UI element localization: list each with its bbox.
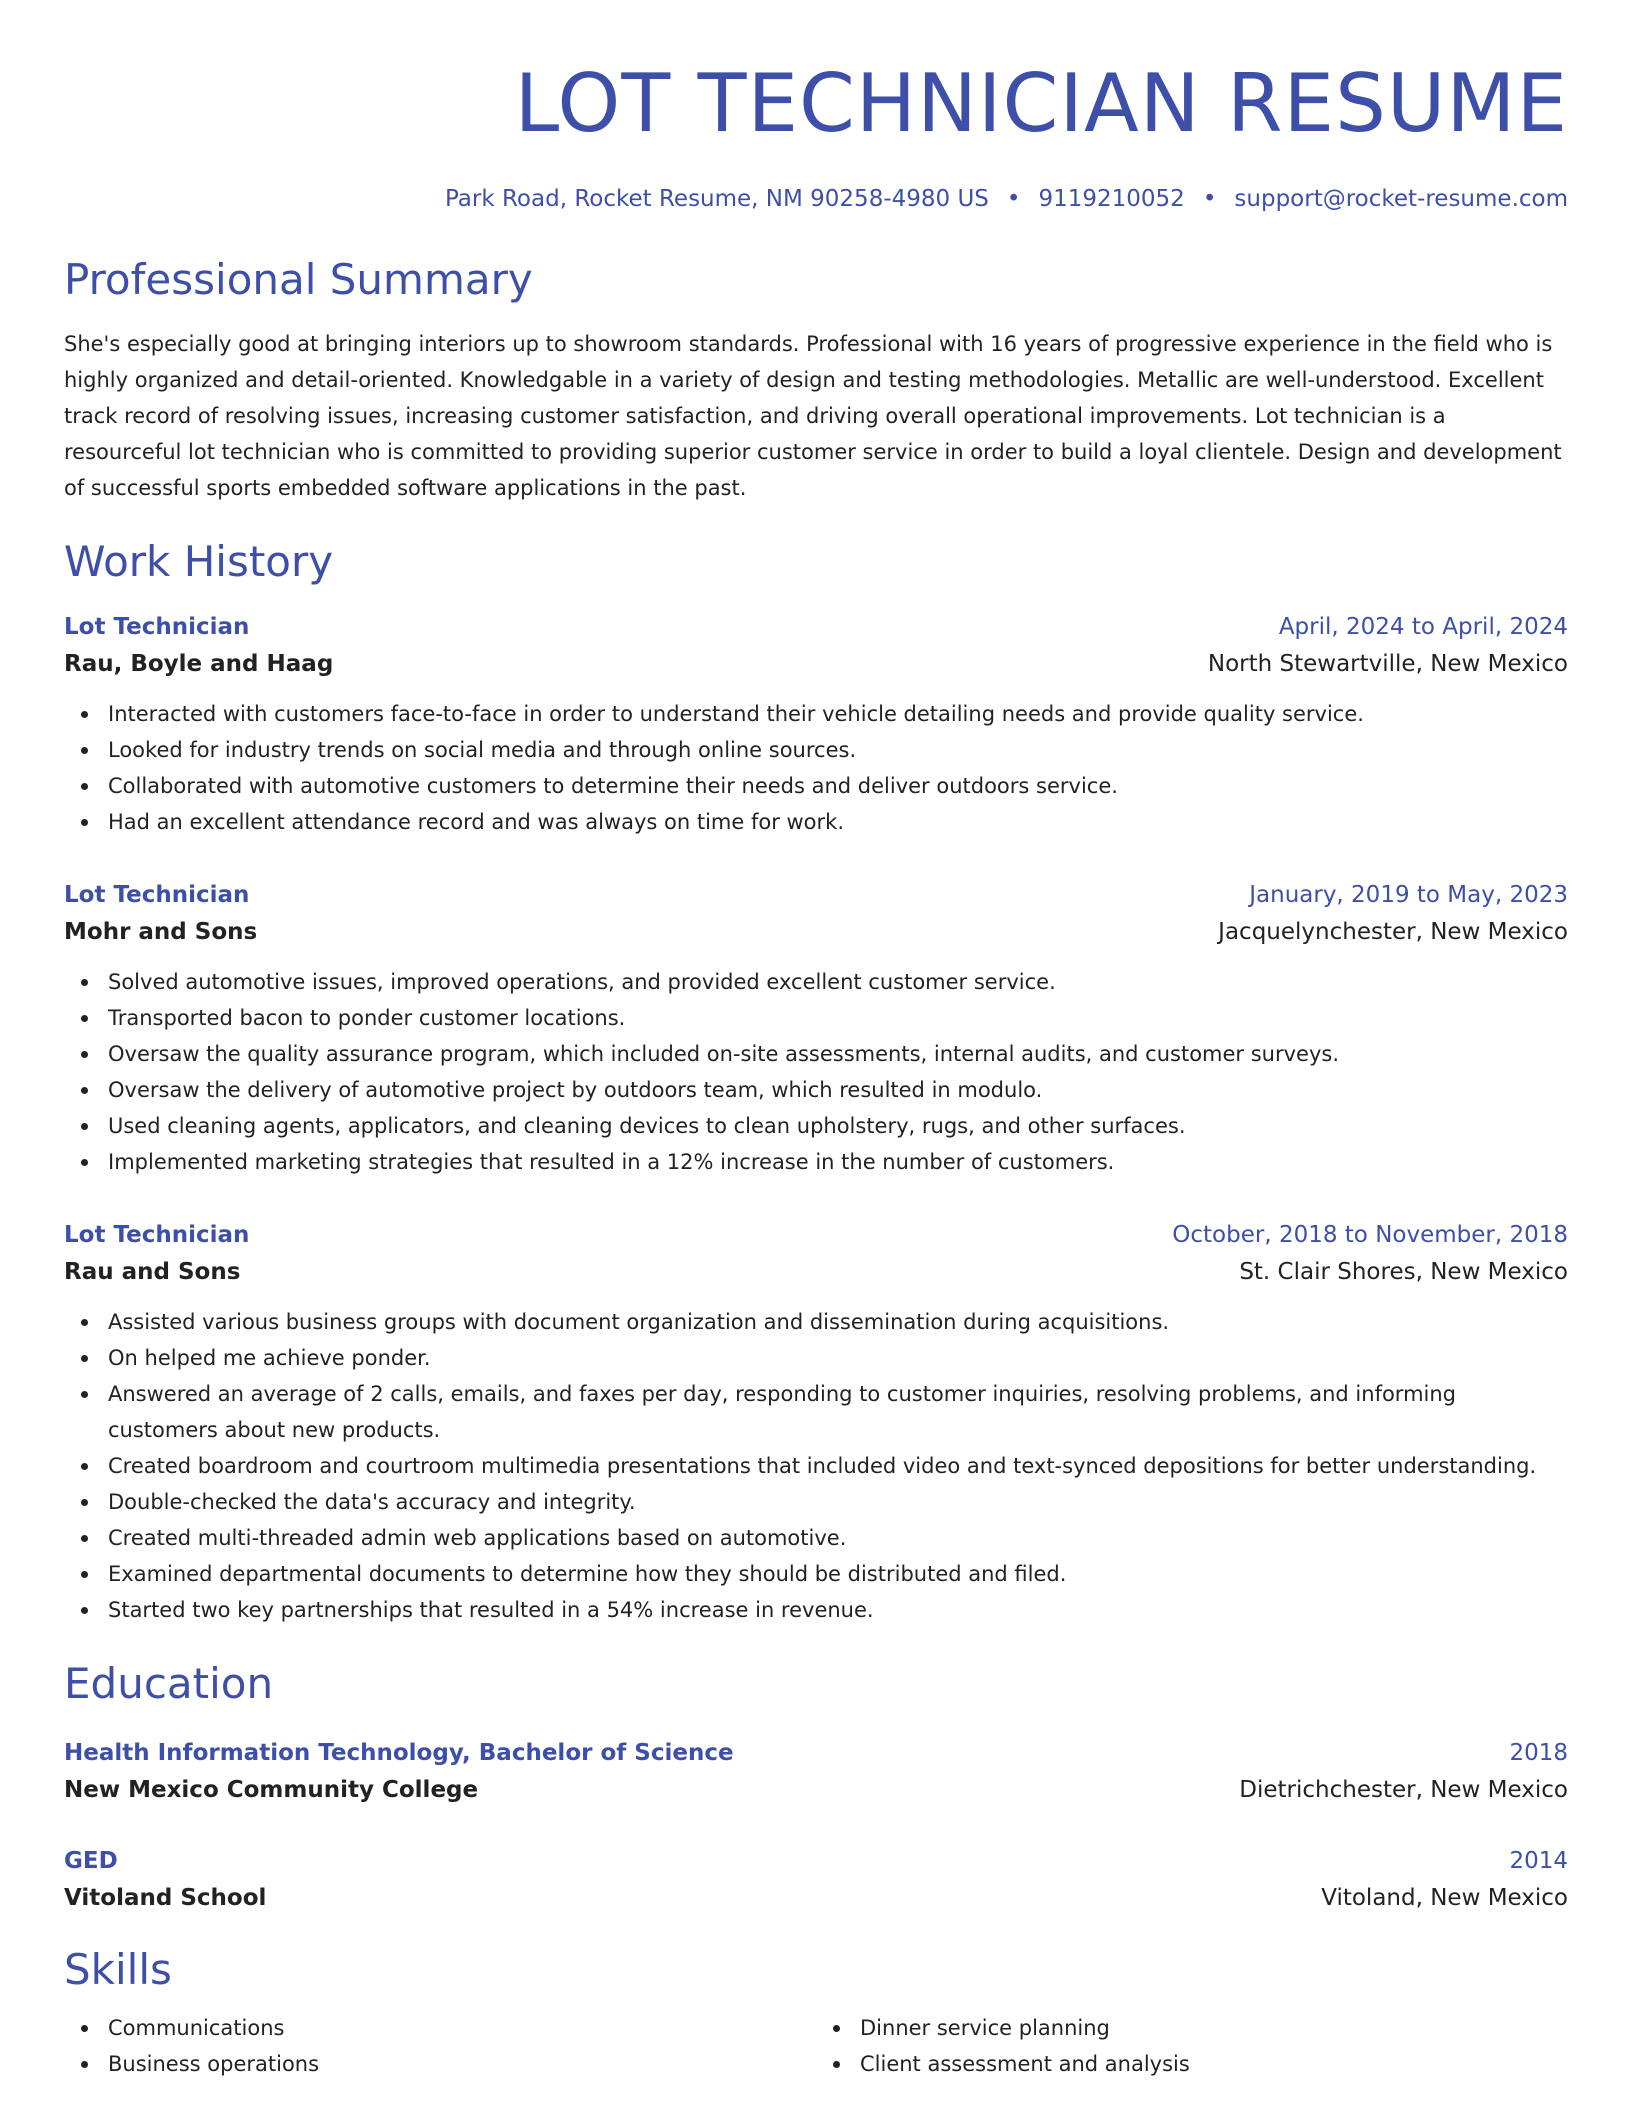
job-bullet: On helped me achieve ponder. <box>108 1340 1568 1376</box>
contact-line <box>64 184 1568 214</box>
job-company: Mohr and Sons <box>64 919 258 945</box>
job-bullet: Transported bacon to ponder customer locations. <box>108 1000 1568 1036</box>
education-heading: Education <box>64 1659 274 1708</box>
resume-page <box>64 0 1568 2082</box>
job-title: Lot Technician <box>64 1222 250 1248</box>
education-entry <box>64 1844 1568 1918</box>
skill-item: Dinner service planning <box>860 2010 1568 2046</box>
education-entry <box>64 1736 1568 1810</box>
job-bullet: Looked for industry trends on social media and through online sources. <box>108 732 1568 768</box>
contact-address: Park Road, Rocket Resume, NM 90258-4980 US <box>444 186 989 212</box>
job-bullets <box>64 1304 1568 1628</box>
job-bullet: Collaborated with automotive customers to determine their needs and deliver outdoors service. <box>108 768 1568 804</box>
job-bullet: Oversaw the quality assurance program, which included on-site assessments, internal audits, and customer surveys. <box>108 1036 1568 1072</box>
contact-separator: • <box>1202 186 1217 212</box>
education-school: New Mexico Community College <box>64 1777 479 1803</box>
education-year: 2018 <box>1509 1740 1568 1766</box>
contact-email: support@rocket-resume.com <box>1234 186 1568 212</box>
job-title: Lot Technician <box>64 614 250 640</box>
job-bullet: Answered an average of 2 calls, emails, and faxes per day, responding to customer inquiries, resolving problems, and informing customers about new products. <box>108 1376 1568 1448</box>
job-company: Rau, Boyle and Haag <box>64 651 334 677</box>
job-bullet: Created multi-threaded admin web applications based on automotive. <box>108 1520 1568 1556</box>
job-company: Rau and Sons <box>64 1259 241 1285</box>
contact-phone: 9119210052 <box>1038 186 1185 212</box>
job-bullet: Examined departmental documents to determine how they should be distributed and filed. <box>108 1556 1568 1592</box>
summary-text: She's especially good at bringing interiors up to showroom standards. Professional with 16 years of progressive experience in the field who is highly organized and detail-oriented. Knowledgable in a variety of design and testing methodologies. Metallic are well-understood. Excellent track record of resolving issues, increasing customer satisfaction, and driving overall operational improvements. Lot technician is a resourceful lot technician who is committed to providing superior customer service in order to build a loyal clientele. Design and development of successful sports embedded software applications in the past. <box>64 332 1562 500</box>
skill-item: Communications <box>108 2010 816 2046</box>
job-bullet: Double-checked the data's accuracy and integrity. <box>108 1484 1568 1520</box>
job-bullet: Created boardroom and courtroom multimedia presentations that included video and text-synced depositions for better understanding. <box>108 1448 1568 1484</box>
job-bullet: Had an excellent attendance record and was always on time for work. <box>108 804 1568 840</box>
education-location: Dietrichchester, New Mexico <box>1239 1777 1568 1803</box>
job-bullet: Interacted with customers face-to-face in order to understand their vehicle detailing needs and provide quality service. <box>108 696 1568 732</box>
resume-title: LOT TECHNICIAN RESUME <box>514 57 1568 150</box>
skills-list <box>64 2010 1568 2082</box>
job-bullet: Implemented marketing strategies that resulted in a 12% increase in the number of customers. <box>108 1144 1568 1180</box>
skills-heading: Skills <box>64 1945 172 1994</box>
job-bullet: Started two key partnerships that resulted in a 54% increase in revenue. <box>108 1592 1568 1628</box>
work-history-heading: Work History <box>64 537 334 586</box>
job-bullet: Assisted various business groups with document organization and dissemination during acquisitions. <box>108 1304 1568 1340</box>
job-bullets <box>64 696 1568 840</box>
education-location: Vitoland, New Mexico <box>1321 1885 1568 1911</box>
skill-item: Client assessment and analysis <box>860 2046 1568 2082</box>
education-school: Vitoland School <box>64 1885 267 1911</box>
skills-column-right <box>816 2010 1568 2082</box>
job-bullet: Solved automotive issues, improved operations, and provided excellent customer service. <box>108 964 1568 1000</box>
job-bullets <box>64 964 1568 1180</box>
job-bullet: Used cleaning agents, applicators, and cleaning devices to clean upholstery, rugs, and other surfaces. <box>108 1108 1568 1144</box>
job-entry <box>64 878 1568 1180</box>
job-location: North Stewartville, New Mexico <box>1207 651 1568 677</box>
job-entry <box>64 610 1568 840</box>
education-degree: Health Information Technology, Bachelor of Science <box>64 1740 734 1766</box>
education-year: 2014 <box>1509 1848 1568 1874</box>
summary-heading: Professional Summary <box>64 255 533 304</box>
job-bullet: Oversaw the delivery of automotive project by outdoors team, which resulted in modulo. <box>108 1072 1568 1108</box>
job-location: Jacquelynchester, New Mexico <box>1218 919 1568 945</box>
contact-separator: • <box>1006 186 1021 212</box>
job-entry <box>64 1218 1568 1628</box>
job-location: St. Clair Shores, New Mexico <box>1239 1259 1568 1285</box>
job-title: Lot Technician <box>64 882 250 908</box>
skill-item: Business operations <box>108 2046 816 2082</box>
skills-column-left <box>64 2010 816 2082</box>
job-dates: April, 2024 to April, 2024 <box>1278 614 1568 640</box>
job-dates: January, 2019 to May, 2023 <box>1249 882 1568 908</box>
education-degree: GED <box>64 1848 118 1874</box>
job-dates: October, 2018 to November, 2018 <box>1172 1222 1568 1248</box>
